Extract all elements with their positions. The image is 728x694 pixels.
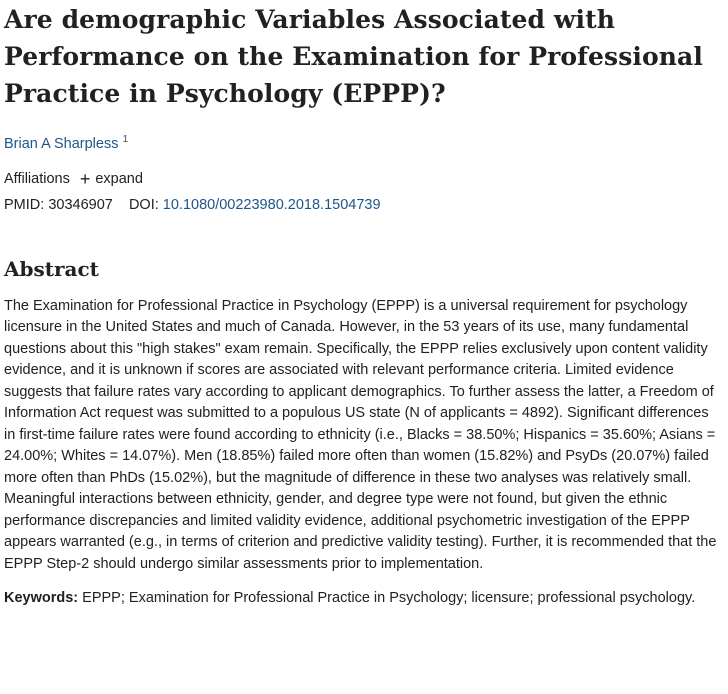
abstract-heading: Abstract [4,256,99,281]
affiliations-expand-button[interactable] [80,169,143,189]
identifiers-row [4,195,720,215]
doi-label: DOI: [128,196,159,213]
article-title: Are demographic Variables Associated with Performance on the Examination for Professional Practice in Psychology (EPPP)? [4,5,703,108]
author-link[interactable]: Brian A Sharpless [4,135,119,152]
pmid-label: PMID: [4,196,45,213]
expand-label: expand [95,170,143,187]
author-affiliation-ref[interactable]: 1 [122,133,129,145]
doi-link[interactable]: 10.1080/00223980.2018.1504739 [162,196,381,213]
pmid-value: 30346907 [48,196,113,213]
affiliations-row [4,169,720,189]
author-list [4,129,720,154]
affiliations-label: Affiliations [4,170,70,187]
keywords-label: Keywords: [4,590,79,607]
plus-icon: + [79,168,91,189]
keywords-section [4,587,720,609]
abstract-text: The Examination for Professional Practice in Psychology (EPPP) is a universal requirement for psychology licensure in the United States and much of Canada. However, in the 53 years of its use, many fundamental questions about this "high stakes" exam remain. Specifically, the EPPP relies exclusively upon content validity evidence, and it is unknown if scores are associated with relevant performance criteria. Limited evidence suggests that failure rates vary according to applicant demographics. To further assess the latter, a Freedom of Information Act request was submitted to a populous US state (N of applicants = 4892). Significant differences in first-time failure rates were found according to ethnicity (i.e., Blacks = 38.50%; Hispanics = 35.60%; Asians = 24.00%; Whites = 14.07%). Men (18.85%) failed more often than women (15.82%) and PsyDs (20.07%) failed more often than PhDs (15.02%), but the magnitude of difference in these two analyses was relatively small. Meaningful interactions between ethnicity, gender, and degree type were not found, but given the ethnic performance discrepancies and limited validity evidence, additional psychometric investigation of the EPPP appears warranted (e.g., in terms of criterion and predictive validity testing). Further, it is recommended that the EPPP Step-2 should undergo similar assessments prior to implementation. [4,297,717,572]
keywords-text: EPPP; Examination for Professional Practice in Psychology; licensure; professional psychology. [82,590,696,607]
